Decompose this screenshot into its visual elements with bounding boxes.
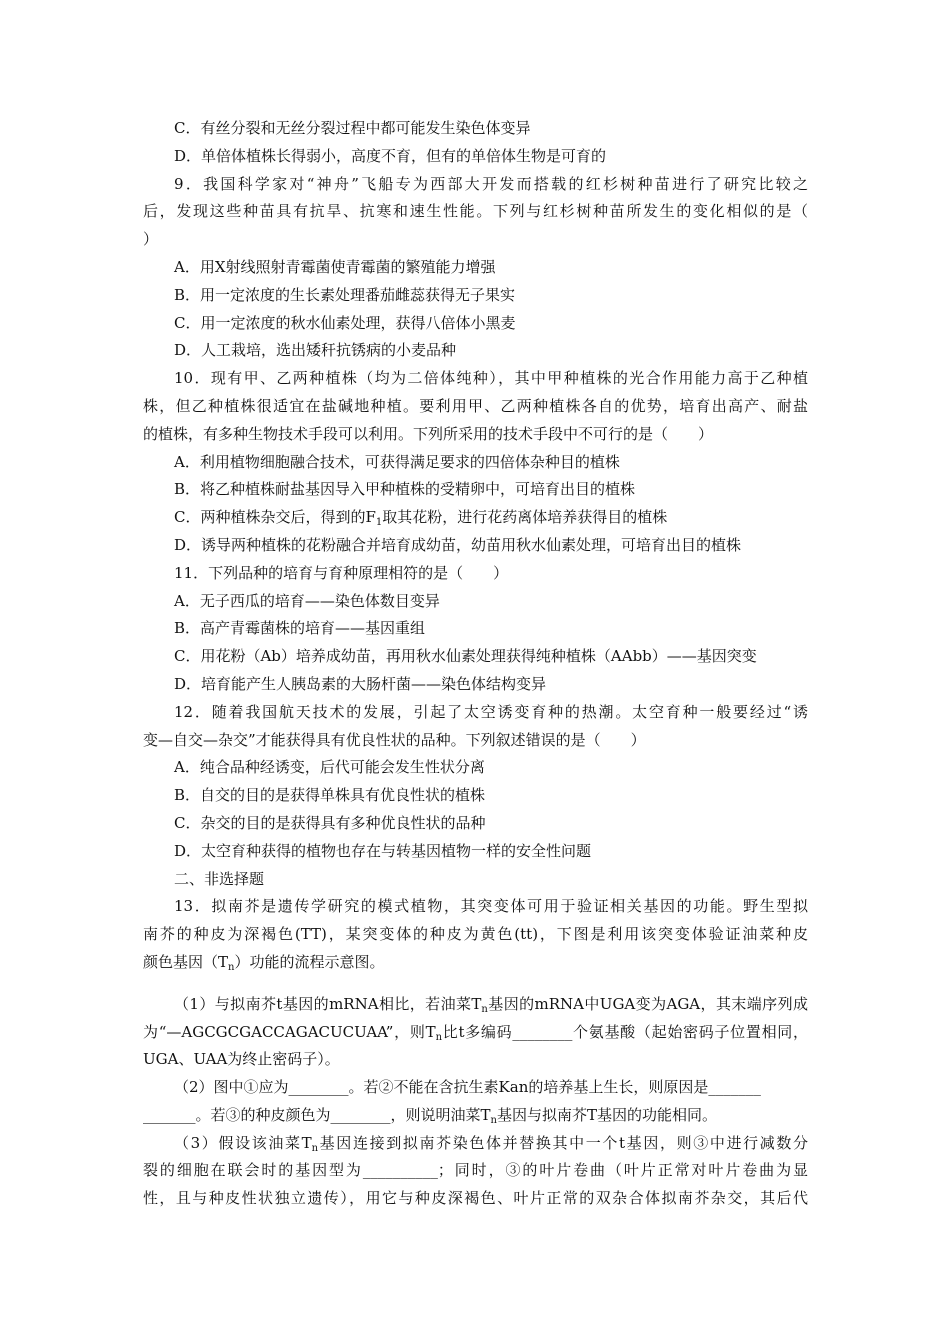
subquestion-2-line-1: （2）图中①应为________。若②不能在含抗生素Kan的培养基上生长，则原因是_______ — [174, 1078, 761, 1097]
figure-gap — [143, 977, 808, 991]
question-13-line-1: 13．拟南芥是遗传学研究的模式植物，其突变体可用于验证相关基因的功能。野生型拟 — [174, 897, 808, 916]
subquestion-3-line-1: （3）假设该油菜$T_n$基因连接到拟南芥染色体并替换其中一个t基因，则③中进行减数分 — [174, 1133, 808, 1154]
question-13-line-3: 颜色基因$(T_n)$功能的流程示意图。 — [143, 952, 385, 973]
option-c-q9: C．用一定浓度的秋水仙素处理，获得八倍体小黑麦 — [174, 313, 516, 332]
option-d-q8: D．单倍体植株长得弱小，高度不育，但有的单倍体生物是可育的 — [174, 146, 607, 165]
question-10-line-1: 10．现有甲、乙两种植株（均为二倍体纯种），其中甲种植株的光合作用能力高于乙种植 — [174, 369, 808, 388]
option-b-q11: B．高产青霉菌株的培育——基因重组 — [174, 619, 426, 638]
option-b-q9: B．用一定浓度的生长素处理番茄雌蕊获得无子果实 — [174, 285, 516, 304]
option-d-q9: D．人工栽培，选出矮秆抗锈病的小麦品种 — [174, 341, 457, 360]
question-12-line-1: 12．随着我国航天技术的发展，引起了太空诱变育种的热潮。太空育种一般要经过“诱 — [174, 702, 808, 721]
subquestion-1-line-1: （1）与拟南芥t基因的mRNA相比，若油菜$T_n$基因的mRNA中UGA变为AGA，其末端序列成 — [174, 994, 808, 1015]
subquestion-1-line-2: 为“—AGCGCGACCAGACUCUAA”，则$T_n$比t多编码________个氨基酸（起始密码子位置相同， — [143, 1022, 808, 1043]
option-b-q12: B．自交的目的是获得单株具有优良性状的植株 — [174, 786, 486, 805]
option-a-q12: A．纯合品种经诱变，后代可能会发生性状分离 — [174, 758, 485, 777]
question-10-line-2: 株，但乙种植株很适宜在盐碱地种植。要利用甲、乙两种植株各自的优势，培育出高产、耐盐 — [143, 396, 808, 415]
option-d-q11: D．培育能产生人胰岛素的大肠杆菌——染色体结构变异 — [174, 674, 547, 693]
exam-page — [143, 115, 808, 1213]
option-a-q11: A．无子西瓜的培育——染色体数目变异 — [174, 591, 440, 610]
section-heading: 二、非选择题 — [174, 869, 265, 888]
option-d-q10: D．诱导两种植株的花粉融合并培育成幼苗，幼苗用秋水仙素处理，可培育出目的植株 — [174, 535, 742, 554]
question-10-line-3: 的植株，有多种生物技术手段可以利用。下列所采用的技术手段中不可行的是（ ） — [143, 424, 714, 443]
question-9-line-3: ） — [143, 230, 159, 249]
question-9-line-2: 后，发现这些种苗具有抗旱、抗寒和速生性能。下列与红杉树种苗所发生的变化相似的是（ — [143, 202, 808, 221]
subquestion-3-line-3: 性，且与种皮性状独立遗传），用它与种皮深褐色、叶片正常的双杂合体拟南芥杂交，其后代 — [143, 1189, 808, 1208]
option-c-q10: C．两种植株杂交后，得到的$F_1$取其花粉，进行花药离体培养获得目的植株 — [174, 508, 668, 529]
question-11: 11．下列品种的培育与育种原理相符的是（ ） — [174, 563, 509, 582]
question-12-line-2: 变—自交—杂交”才能获得具有优良性状的品种。下列叙述错误的是（ ） — [143, 730, 646, 749]
subquestion-1-line-3: UGA、UAA为终止密码子）。 — [143, 1050, 340, 1069]
option-d-q12: D．太空育种获得的植物也存在与转基因植物一样的安全性问题 — [174, 841, 592, 860]
subquestion-3-line-2: 裂的细胞在联会时的基因型为__________；同时，③的叶片卷曲（叶片正常对叶片卷曲为显 — [143, 1161, 808, 1180]
option-c-q8: C．有丝分裂和无丝分裂过程中都可能发生染色体变异 — [174, 119, 531, 137]
option-a-q10: A．利用植物细胞融合技术，可获得满足要求的四倍体杂种目的植株 — [174, 452, 620, 471]
option-a-q9: A．用X射线照射青霉菌使青霉菌的繁殖能力增强 — [174, 257, 496, 276]
subquestion-2-line-2: _______。若③的种皮颜色为________，则说明油菜$T_n$基因与拟南芥T基因的功能相同。 — [143, 1105, 717, 1126]
option-c-q11: C．用花粉（Ab）培养成幼苗，再用秋水仙素处理获得纯种植株（AAbb）——基因突变 — [174, 647, 757, 666]
question-9-line-1: 9．我国科学家对“神舟”飞船专为西部大开发而搭载的红杉树种苗进行了研究比较之 — [174, 174, 808, 193]
option-c-q12: C．杂交的目的是获得具有多种优良性状的品种 — [174, 813, 486, 832]
question-13-line-2: 南芥的种皮为深褐色(TT)，某突变体的种皮为黄色(tt)，下图是利用该突变体验证油菜种皮 — [143, 925, 808, 944]
option-b-q10: B．将乙种植株耐盐基因导入甲种植株的受精卵中，可培育出目的植株 — [174, 480, 636, 499]
